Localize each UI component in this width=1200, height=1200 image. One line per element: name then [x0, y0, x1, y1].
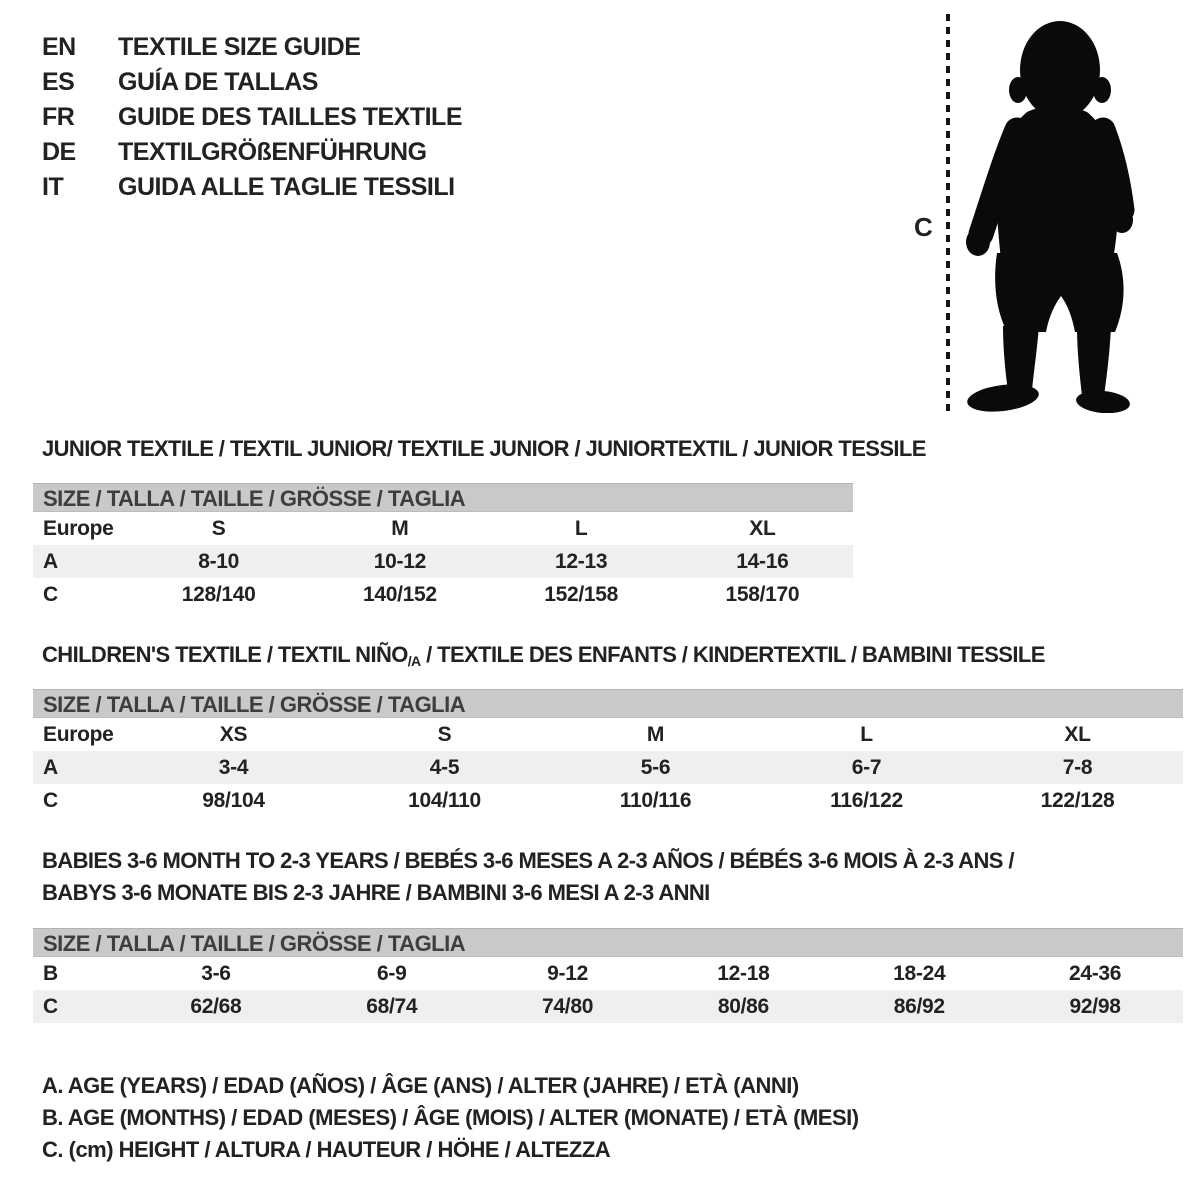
table-cell: 122/128 [1040, 788, 1115, 812]
children-title-main: CHILDREN'S TEXTILE / TEXTIL NIÑO [42, 642, 408, 667]
table-cell: XL [749, 516, 776, 540]
table-row [33, 784, 1183, 817]
table-cell: 152/158 [544, 582, 619, 606]
language-code: IT [42, 173, 64, 201]
babies-section-title [42, 845, 1014, 909]
table-cell: M [646, 722, 665, 746]
table-cell: L [860, 722, 873, 746]
language-code: ES [42, 68, 75, 96]
table-cell: S [437, 722, 452, 746]
table-cell: XS [219, 722, 248, 746]
table-cell: 158/170 [725, 582, 800, 606]
table-cell: S [211, 516, 226, 540]
table-cell: 80/86 [717, 994, 769, 1018]
table-cell: 62/68 [190, 994, 242, 1018]
table-row [33, 718, 1183, 751]
table-cell: 86/92 [893, 994, 945, 1018]
table-cell: 9-12 [547, 961, 588, 985]
row-label: A [43, 755, 58, 779]
table-cell: 18-24 [893, 961, 946, 985]
toddler-silhouette-icon [955, 8, 1140, 413]
babies-title-line2: BABYS 3-6 MONATE BIS 2-3 JAHRE / BAMBINI 3-6 MESI A 2-3 ANNI [42, 880, 710, 905]
children-size-table [33, 689, 1183, 817]
height-measure-line [946, 14, 950, 414]
children-title-rest: / TEXTILE DES ENFANTS / KINDERTEXTIL / BAMBINI TESSILE [420, 642, 1045, 667]
table-cell: 14-16 [736, 549, 789, 573]
guide-title-it: GUIDA ALLE TAGLIE TESSILI [118, 173, 455, 201]
legend-line-c: C. (cm) HEIGHT / ALTURA / HAUTEUR / HÖHE / ALTEZZA [42, 1137, 611, 1162]
table-cell: 4-5 [429, 755, 460, 779]
language-row [42, 135, 462, 170]
table-row [33, 545, 853, 578]
row-label: B [43, 961, 58, 985]
language-code: EN [42, 33, 76, 61]
table-cell: 98/104 [202, 788, 265, 812]
language-row [42, 100, 462, 135]
row-label: Europe [43, 516, 114, 540]
measurement-legend [42, 1070, 859, 1166]
size-header-bar [33, 483, 853, 512]
table-cell: 6-9 [377, 961, 407, 985]
size-header-text: SIZE / TALLA / TAILLE / GRÖSSE / TAGLIA [43, 931, 466, 956]
size-header-bar [33, 928, 1183, 957]
table-cell: 128/140 [181, 582, 256, 606]
table-cell: 92/98 [1069, 994, 1121, 1018]
row-label: C [43, 994, 58, 1018]
table-cell: 68/74 [366, 994, 418, 1018]
legend-line-a: A. AGE (YEARS) / EDAD (AÑOS) / ÂGE (ANS) / ALTER (JAHRE) / ETÀ (ANNI) [42, 1073, 799, 1098]
table-cell: 12-13 [555, 549, 608, 573]
table-row [33, 990, 1183, 1023]
size-header-text: SIZE / TALLA / TAILLE / GRÖSSE / TAGLIA [43, 486, 466, 511]
children-title-subscript: /A [407, 653, 421, 669]
table-row [33, 512, 853, 545]
row-label: Europe [43, 722, 114, 746]
babies-title-line1: BABIES 3-6 MONTH TO 2-3 YEARS / BEBÉS 3-6 MESES A 2-3 AÑOS / BÉBÉS 3-6 MOIS À 2-3 ANS / [42, 848, 1014, 873]
table-cell: 140/152 [362, 582, 437, 606]
table-row [33, 751, 1183, 784]
table-cell: 8-10 [198, 549, 240, 573]
language-row [42, 170, 462, 205]
table-cell: 104/110 [408, 788, 481, 812]
row-label: C [43, 582, 58, 606]
children-section-title [42, 642, 1045, 669]
language-row [42, 65, 462, 100]
table-cell: 10-12 [373, 549, 426, 573]
table-cell: 74/80 [542, 994, 594, 1018]
height-measure-label: C [914, 212, 933, 242]
guide-title-es: GUÍA DE TALLAS [118, 68, 318, 96]
table-cell: L [574, 516, 588, 540]
language-code: FR [42, 103, 75, 131]
row-label: A [43, 549, 58, 573]
table-cell: 3-4 [218, 755, 249, 779]
table-cell: 116/122 [830, 788, 903, 812]
table-cell: 24-36 [1068, 961, 1122, 985]
table-cell: 12-18 [717, 961, 770, 985]
row-label: C [43, 788, 58, 812]
legend-line-b: B. AGE (MONTHS) / EDAD (MESES) / ÂGE (MOIS) / ALTER (MONATE) / ETÀ (MESI) [42, 1105, 859, 1130]
guide-title-fr: GUIDE DES TAILLES TEXTILE [118, 103, 463, 131]
size-header-text: SIZE / TALLA / TAILLE / GRÖSSE / TAGLIA [43, 692, 466, 717]
junior-section-title: JUNIOR TEXTILE / TEXTIL JUNIOR/ TEXTILE JUNIOR / JUNIORTEXTIL / JUNIOR TESSILE [42, 436, 926, 461]
size-header-bar [33, 689, 1183, 718]
table-row [33, 957, 1183, 990]
language-title-block [42, 30, 462, 205]
table-cell: XL [1064, 722, 1091, 746]
junior-size-table [33, 483, 853, 611]
guide-title-de: TEXTILGRÖßENFÜHRUNG [118, 138, 427, 166]
guide-title-en: TEXTILE SIZE GUIDE [118, 33, 361, 61]
table-row [33, 578, 853, 611]
babies-size-table [33, 928, 1183, 1023]
language-row [42, 30, 462, 65]
table-cell: 6-7 [851, 755, 882, 779]
language-code: DE [42, 138, 76, 166]
table-cell: 3-6 [201, 961, 231, 985]
table-cell: M [391, 516, 409, 540]
table-cell: 7-8 [1062, 755, 1093, 779]
table-cell: 110/116 [619, 788, 692, 812]
table-cell: 5-6 [640, 755, 671, 779]
